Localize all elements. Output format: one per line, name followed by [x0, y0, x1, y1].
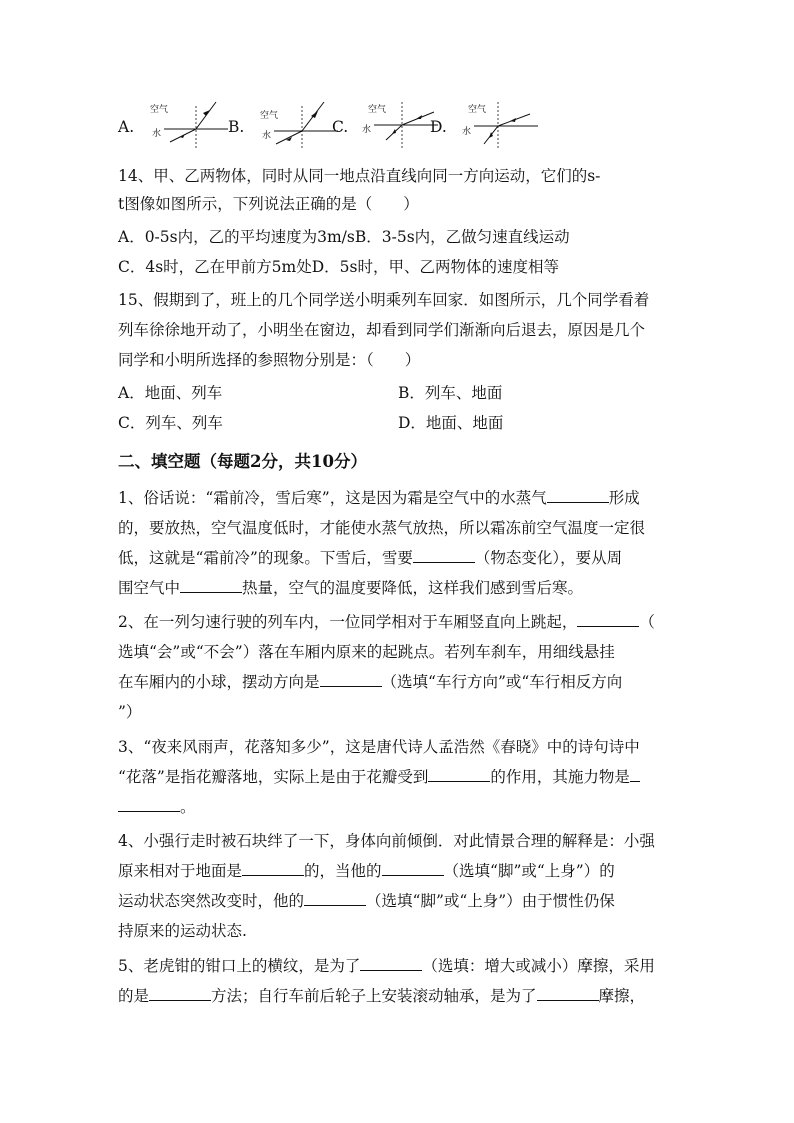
fill2-line-2: 选填“会”或“不会”）落在车厢内原来的起跳点。若列车刹车，用细线悬挂 — [118, 643, 615, 661]
fill4-text: 原来相对于地面是 — [118, 862, 243, 880]
fill2-text: （选填“车行方向”或“车行相反方向 — [381, 673, 623, 691]
q15-options-cd — [118, 413, 688, 433]
fill1-text: 热量，空气的温度要降低，这样我们感到雪后寒。 — [242, 579, 584, 597]
answer-blank[interactable] — [413, 548, 475, 563]
fill3-text: 的作用，其施力物是 — [490, 768, 630, 786]
air-label: 空气 — [150, 105, 169, 115]
fill1-line-4 — [118, 578, 688, 598]
air-label: 空气 — [368, 105, 387, 115]
answer-blank[interactable] — [320, 672, 382, 687]
fill1-text: （物态变化），要从周 — [474, 549, 623, 567]
fill3-line-1: 3、“夜来风雨声，花落知多少”，这是唐代诗人孟浩然《春晓》中的诗句诗中 — [118, 738, 640, 756]
answer-blank[interactable] — [180, 578, 242, 593]
air-label: 空气 — [260, 111, 279, 121]
fill5-text: 的是 — [118, 987, 150, 1005]
fill5-line-2 — [118, 986, 688, 1006]
q15-stem-line-2: 列车徐徐地开动了，小明坐在窗边，却看到同学们渐渐向后退去，原因是几个 — [118, 321, 646, 339]
fill1-text: 围空气中 — [118, 579, 181, 597]
q14-options-cd — [118, 257, 688, 277]
refraction-diagram-c — [358, 100, 438, 150]
q14-options-ab — [118, 227, 688, 247]
fill4-line-1: 4、小强行走时被石块绊了一下，身体向前倾倒．对此情景合理的解释是：小强 — [118, 832, 655, 850]
fill3-text: “花落”是指花瓣落地，实际上是由于花瓣受到 — [118, 768, 429, 786]
answer-blank[interactable] — [149, 986, 211, 1001]
fill1-text: 低，这就是“霜前冷”的现象。下雪后，雪要 — [118, 549, 413, 567]
fill4-text: （选填“脚”或“上身”）由于惯性仍保 — [366, 892, 615, 910]
fill2-line-4: ”） — [118, 703, 142, 721]
fill5-text: 摩擦， — [598, 987, 646, 1005]
refraction-diagram-b — [258, 100, 338, 150]
option-c-label: C. — [332, 118, 349, 136]
fill2-text: 在车厢内的小球，摆动方向是 — [118, 673, 320, 691]
water-label: 水 — [152, 129, 162, 139]
fill2-line-3 — [118, 672, 688, 692]
water-label: 水 — [362, 125, 372, 135]
answer-blank[interactable] — [382, 861, 444, 876]
fill4-text: （选填“脚”或“上身”）的 — [443, 862, 615, 880]
q15-stem-line-3: 同学和小明所选择的参照物分别是：（ ） — [118, 351, 421, 369]
fill4-text: 的，当他的 — [304, 862, 382, 880]
fill4-text: 运动状态突然改变时，他的 — [118, 892, 305, 910]
fill1-text: 形成 — [608, 489, 640, 507]
answer-blank[interactable] — [547, 488, 609, 503]
fill2-line-1 — [118, 612, 688, 632]
answer-blank[interactable] — [360, 956, 422, 971]
answer-blank[interactable] — [630, 767, 640, 782]
answer-blank[interactable] — [242, 861, 304, 876]
fill5-text: 5、老虎钳的钳口上的横纹，是为了 — [118, 957, 361, 975]
answer-blank[interactable] — [537, 986, 599, 1001]
fill4-line-2 — [118, 861, 688, 881]
fill3-line-2 — [118, 767, 688, 787]
fill3-line-3 — [118, 797, 688, 817]
answer-blank[interactable] — [577, 612, 639, 627]
fill4-line-4: 持原来的运动状态. — [118, 922, 247, 940]
q14-option-b: B．3-5s内，乙做匀速直线运动 — [354, 228, 570, 246]
option-b-label: B. — [228, 118, 245, 136]
answer-blank[interactable] — [118, 797, 180, 812]
fill3-text: 。 — [180, 798, 196, 816]
fill5-line-1 — [118, 956, 688, 976]
q15-option-b: B．列车、地面 — [398, 384, 503, 402]
section-heading: 二、填空题（每题2分，共10分） — [118, 452, 367, 471]
q13-options-row — [118, 100, 538, 150]
option-a-label: A. — [118, 118, 135, 136]
fill2-text: （ — [639, 613, 655, 631]
fill2-text: 2、在一列匀速行驶的列车内，一位同学相对于车厢竖直向上跳起， — [118, 613, 578, 631]
answer-blank[interactable] — [428, 767, 490, 782]
q15-stem-line-1: 15、假期到了，班上的几个同学送小明乘列车回家．如图所示，几个同学看着 — [118, 291, 650, 309]
refraction-diagram-d — [458, 100, 538, 150]
fill5-text: （选填：增大或减小）摩擦，采用 — [422, 957, 655, 975]
water-label: 水 — [462, 127, 472, 137]
q15-option-a: A．地面、列车 — [118, 384, 223, 402]
q14-option-c: C．4s时，乙在甲前方5m处 — [118, 258, 312, 276]
refraction-diagram-a — [148, 100, 228, 150]
q14-stem-line-1: 14、甲、乙两物体，同时从同一地点沿直线向同一方向运动，它们的s- — [118, 167, 601, 185]
q14-option-d: D．5s时，甲、乙两物体的速度相等 — [311, 258, 559, 276]
fill1-line-1 — [118, 488, 688, 508]
fill1-line-2: 的，要放热，空气温度低时，才能使水蒸气放热，所以霜冻前空气温度一定很 — [118, 519, 646, 537]
fill5-text: 方法；自行车前后轮子上安装滚动轴承，是为了 — [211, 987, 537, 1005]
q14-option-a: A．0-5s内，乙的平均速度为3m/s — [118, 228, 355, 246]
q14-stem-line-2: t图像如图所示，下列说法正确的是（ ） — [118, 195, 419, 213]
q15-options-ab — [118, 383, 688, 403]
water-label: 水 — [262, 131, 272, 141]
q15-option-d: D．地面、地面 — [398, 414, 504, 432]
answer-blank[interactable] — [304, 891, 366, 906]
option-d-label: D. — [430, 118, 447, 136]
air-label: 空气 — [468, 105, 487, 115]
fill1-line-3 — [118, 548, 688, 568]
fill1-text: 1、俗话说：“霜前冷，雪后寒”，这是因为霜是空气中的水蒸气 — [118, 489, 547, 507]
q15-option-c: C．列车、列车 — [118, 414, 223, 432]
fill4-line-3 — [118, 891, 688, 911]
